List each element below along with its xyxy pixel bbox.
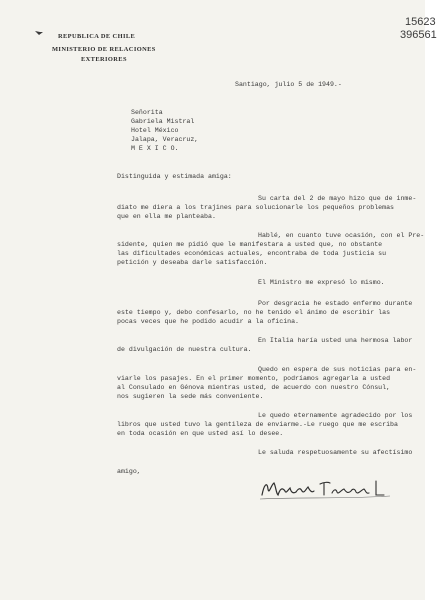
paragraph-line: en toda ocasión en que usted así lo desee. [117, 430, 284, 437]
paragraph-line: las dificultades económicas actuales, encontraba de toda justicia su [117, 250, 387, 257]
paragraph-line: pocas veces que he podido acudir a la oficina. [117, 318, 300, 325]
paragraph-line: diato me diera a los trajines para solucionarle los pequeños problemas [117, 204, 394, 211]
paragraph-line: Su carta del 2 de mayo hizo que de inme- [258, 195, 417, 202]
paragraph-line: viarle los pasajes. En el primer momento, podríamos agregarla a usted [117, 375, 391, 382]
paragraph-line: petición y deseaba darle satisfacción. [117, 259, 268, 266]
letter-date: Santiago, julio 5 de 1949.- [235, 81, 342, 88]
paragraph-line: al Consulado en Génova mientras usted, de acuerdo con nuestro Cónsul, [117, 384, 391, 391]
paragraph-line: este tiempo y, debo confesarlo, no he tenido el ánimo de escribir las [117, 309, 391, 316]
paragraph-line: Hablé, en cuanto tuve ocasión, con el Pre- [258, 232, 425, 239]
coat-of-arms-icon [34, 30, 44, 37]
recipient-city: Jalapa, Veracruz, [131, 136, 199, 143]
letterhead-ministry: MINISTERIO DE RELACIONES [52, 46, 156, 53]
paragraph-line: sidente, quien me pidió que le manifestara a usted que, no obstante [117, 241, 383, 248]
salutation: Distinguida y estimada amiga: [117, 173, 232, 180]
closing: amigo, [117, 468, 141, 475]
paragraph-line: Le quedo eternamente agradecido por los [258, 412, 413, 419]
recipient-name: Gabriela Mistral [131, 118, 195, 125]
letterhead-department: EXTERIORES [81, 56, 127, 63]
paragraph-line: nos sugieren la sede más conveniente. [117, 393, 264, 400]
paragraph-line: que en ella me planteaba. [117, 213, 216, 220]
recipient-hotel: Hotel México [131, 127, 179, 134]
paragraph-line: Por desgracia he estado enfermo durante [258, 300, 413, 307]
page-margin [425, 0, 447, 600]
paragraph-line: El Ministro me expresó lo mismo. [258, 279, 385, 286]
paragraph-line: Quedo en espera de sus noticias para en- [258, 366, 417, 373]
archive-reference-code: 396561 [400, 29, 437, 41]
paragraph-line: libros que usted tuvo la gentileza de enviarme.-Le ruego que me escriba [117, 421, 398, 428]
letterhead-country: REPUBLICA DE CHILE [58, 33, 136, 40]
handwritten-signature [258, 475, 398, 503]
paragraph-line: de divulgación de nuestra cultura. [117, 346, 252, 353]
paragraph-line: En Italia haría usted una hermosa labor [258, 337, 413, 344]
recipient-title: Señorita [131, 109, 163, 116]
recipient-country: M E X I C O. [131, 145, 179, 152]
archive-reference-number: 15623 [405, 16, 436, 28]
paragraph-line: Le saluda respetuosamente su afectísimo [258, 449, 413, 456]
